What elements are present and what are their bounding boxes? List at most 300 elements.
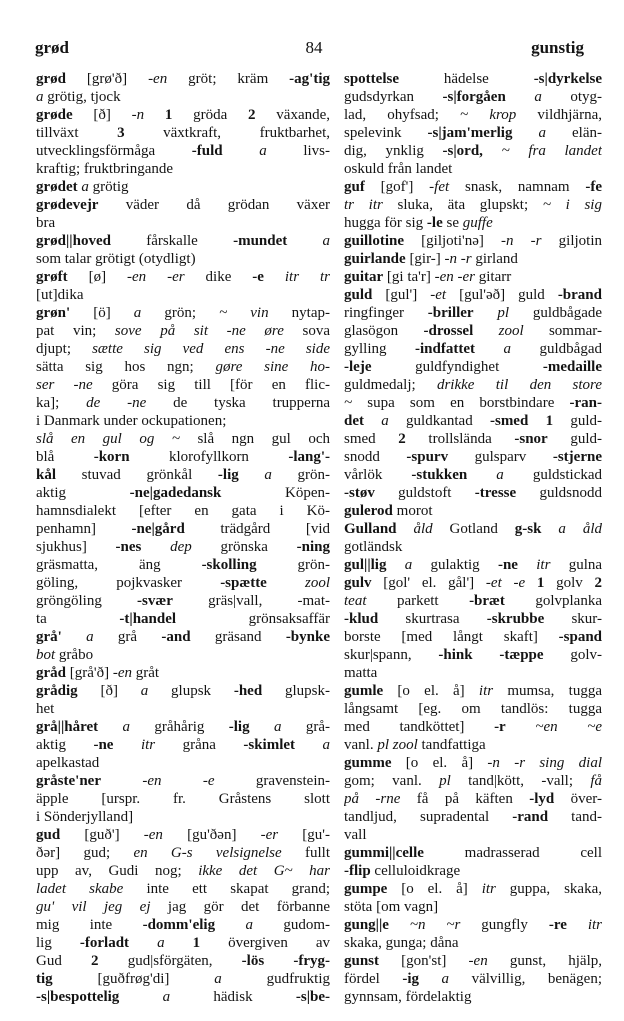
plain-run: grön- (271, 467, 330, 483)
bold-run: Gulland (344, 521, 397, 537)
bold-run: -le (426, 215, 443, 231)
plain-run: gravenstein- (214, 773, 330, 789)
plain-run: gröt; kräm (167, 71, 290, 87)
dictionary-line (36, 538, 330, 556)
italic-run: guffe (462, 215, 493, 231)
plain-run: få på käften (400, 791, 530, 807)
plain-run: grön- (256, 557, 330, 573)
page-number: 84 (305, 38, 323, 57)
plain-run: växande, (255, 107, 330, 123)
plain-run: dike (184, 269, 253, 285)
dictionary-line (344, 178, 602, 196)
plain-run: [gi ta'r] (383, 269, 435, 285)
plain-run: gudfruktig (221, 971, 330, 987)
italic-run: ~en ~e (535, 719, 602, 735)
plain-run: sova (283, 323, 330, 339)
bold-run: -spætte (220, 575, 267, 591)
plain-run (101, 773, 142, 789)
italic-run: a (86, 629, 94, 645)
plain-run: [o el. å] (391, 755, 488, 771)
dictionary-line (344, 556, 602, 574)
dictionary-line (36, 232, 330, 250)
bold-run: -skolling (201, 557, 257, 573)
plain-run: blå (36, 449, 94, 465)
dictionary-line (344, 448, 602, 466)
plain-run: [gof'] (364, 179, 430, 195)
plain-run (541, 521, 558, 537)
bold-run: -lyd (529, 791, 555, 807)
plain-run: [ð] (77, 683, 141, 699)
bold-run: -tæppe (499, 647, 544, 663)
dictionary-line (344, 592, 602, 610)
italic-run: på -rne (344, 791, 401, 807)
plain-run: gom; vanl. (344, 773, 440, 789)
italic-run: drikke til den store (436, 377, 602, 393)
bold-run: -nes (115, 539, 142, 555)
dictionary-line (36, 574, 330, 592)
plain-run: ka]; (36, 395, 87, 411)
plain-run: grönsaksaffär (176, 611, 330, 627)
plain-run: Köpen- (221, 485, 330, 501)
dictionary-line (344, 268, 602, 286)
italic-run: ~ i sig (542, 197, 602, 213)
plain-run: fördel (344, 971, 403, 987)
bold-run: gummi||celle (344, 845, 424, 861)
plain-run: gräsmatta, äng (36, 557, 202, 573)
bold-run: gråste'ner (36, 773, 101, 789)
plain-run: [ð] (72, 107, 132, 123)
dictionary-line (344, 358, 602, 376)
plain-run: golv (544, 575, 595, 591)
plain-run: [gon'st] (379, 953, 469, 969)
bold-run: 1 (192, 935, 201, 951)
plain-run: som talar grötigt (otydligt) (36, 251, 196, 267)
italic-run: ~ fra landet (501, 143, 602, 159)
bold-run: -ne (497, 557, 518, 573)
dictionary-line (36, 412, 330, 430)
dictionary-line (36, 304, 330, 322)
plain-run (506, 89, 535, 105)
dictionary-line (344, 538, 602, 556)
italic-run: itr (481, 881, 496, 897)
plain-run: guldkantad (388, 413, 490, 429)
plain-run (397, 521, 414, 537)
plain-run: gulsparv (448, 449, 553, 465)
dictionary-line (36, 70, 330, 88)
bold-run: guillotine (344, 233, 405, 249)
dictionary-line (36, 610, 330, 628)
italic-run: ~n ~r (409, 917, 461, 933)
plain-run: i Sönderjylland] (36, 809, 134, 825)
plain-run (62, 629, 86, 645)
plain-run: göling, pojkvasker (36, 575, 221, 591)
plain-run: grönska (191, 539, 297, 555)
bold-run: -skimlet (243, 737, 296, 753)
plain-run: skur- (544, 611, 602, 627)
bold-run: guitar (344, 269, 384, 285)
dictionary-line (344, 340, 602, 358)
plain-run: oskuld från landet (344, 161, 453, 177)
dictionary-line (36, 340, 330, 358)
plain-run: sommar- (523, 323, 602, 339)
plain-run: pat vin; (36, 323, 115, 339)
dictionary-line (344, 322, 602, 340)
bold-run: -s|dyrkelse (533, 71, 602, 87)
bold-run: -mundet (233, 233, 288, 249)
italic-run: teat (344, 593, 367, 609)
plain-run: gudsdyrkan (344, 89, 443, 105)
italic-run: itr (536, 557, 551, 573)
plain-run: morot (392, 503, 433, 519)
plain-run: Gud (36, 953, 92, 969)
italic-run: slå en gul og ~ (36, 431, 180, 447)
plain-run: glasögon (344, 323, 424, 339)
plain-run: golvplanka (504, 593, 602, 609)
dictionary-line (344, 682, 602, 700)
dictionary-line (36, 88, 330, 106)
dictionary-line (344, 610, 602, 628)
plain-run: sätta sig hos ngn; (36, 359, 216, 375)
plain-run: göra sig till [för en flic- (92, 377, 330, 393)
plain-run: lad, ohyfsad; (344, 107, 461, 123)
bold-run: -ning (296, 539, 330, 555)
bold-run: -s|jam'merlig (427, 125, 513, 141)
plain-run (473, 323, 498, 339)
dictionary-line (344, 502, 602, 520)
italic-run: a (133, 305, 142, 321)
plain-run: guldbågad (511, 341, 602, 357)
plain-run: guldsnodd (516, 485, 602, 501)
plain-run: fullt (281, 845, 330, 861)
plain-run: i Danmark under ockupationen; (36, 413, 227, 429)
bold-run: grødevejr (36, 197, 99, 213)
dictionary-line (36, 376, 330, 394)
italic-run: a (214, 971, 222, 987)
plain-run (239, 467, 265, 483)
bold-run: -s|forgåen (442, 89, 506, 105)
plain-run: [grå'ð] (66, 665, 113, 681)
bold-run: -r (494, 719, 506, 735)
dictionary-line (344, 214, 602, 232)
plain-run: upp av, Gudi nog; (36, 863, 199, 879)
plain-run: spelevink (344, 125, 428, 141)
plain-run: gräsand (190, 629, 286, 645)
italic-run: tr itr (344, 197, 383, 213)
plain-run: ringfinger (344, 305, 428, 321)
plain-run (264, 953, 293, 969)
italic-run: ~ (344, 395, 353, 411)
plain-run (483, 143, 502, 159)
italic-run: zool (304, 575, 330, 591)
plain-run: gud|sförgäten, (98, 953, 242, 969)
plain-run: glupsk (148, 683, 234, 699)
italic-run: -n -r (444, 251, 472, 267)
plain-run: med tandköttet] (344, 719, 495, 735)
italic-run: -n (131, 107, 145, 123)
plain-run (467, 467, 496, 483)
plain-run: sjukhus] (36, 539, 116, 555)
dictionary-line (344, 790, 602, 808)
dictionary-line (36, 394, 330, 412)
italic-run: -en (112, 665, 133, 681)
bold-run: det (344, 413, 364, 429)
bold-run: -brand (557, 287, 602, 303)
plain-run: mig inte (36, 917, 143, 933)
bold-run: 2 (594, 575, 602, 591)
italic-run: -en -e (142, 773, 215, 789)
italic-run: a (322, 233, 330, 249)
dictionary-line (344, 466, 602, 484)
plain-run: nytap- (268, 305, 330, 321)
dictionary-line (344, 862, 602, 880)
bold-run: -s|be- (295, 989, 330, 1005)
italic-run: sætte sig ved ens -ne side (92, 341, 330, 357)
bold-run: -ne (93, 737, 114, 753)
italic-run: a (496, 467, 504, 483)
bold-run: gud (36, 827, 61, 843)
bold-run: grøft (36, 269, 68, 285)
plain-run: Gotland (432, 521, 515, 537)
plain-run: [guðfrøg'di] (52, 971, 215, 987)
dictionary-line (344, 628, 602, 646)
bold-run: gulerod (344, 503, 393, 519)
dictionary-line (36, 250, 330, 268)
plain-run (474, 305, 498, 321)
plain-run: grå (93, 629, 162, 645)
italic-run: a (538, 125, 546, 141)
bold-run: -stjerne (552, 449, 602, 465)
bold-run: -ne|gård (131, 521, 185, 537)
plain-run: skur|spann, (344, 647, 439, 663)
plain-run: [o el. å] (387, 881, 482, 897)
italic-run: -et -e (485, 575, 526, 591)
dictionary-line (36, 214, 330, 232)
bold-run: 1 (536, 575, 545, 591)
dictionary-line (344, 898, 602, 916)
plain-run: vildhjärna, (516, 107, 602, 123)
bold-run: grøde (36, 107, 73, 123)
running-head-first-word: grød (35, 38, 69, 57)
plain-run: jag gör det förbanne (150, 899, 330, 915)
dictionary-line (36, 142, 330, 160)
dictionary-line (36, 700, 330, 718)
bold-run: 3 (117, 125, 125, 141)
dictionary-line (344, 160, 602, 178)
bold-run: 2 (398, 431, 406, 447)
bold-run: gulv (344, 575, 372, 591)
plain-run (567, 917, 588, 933)
plain-run: [gir-] (405, 251, 445, 267)
plain-run: övergiven av (200, 935, 330, 951)
left-column (36, 70, 330, 1006)
dictionary-line (36, 682, 330, 700)
plain-run: hugga för sig (344, 215, 427, 231)
plain-run: guppa, skaka, (495, 881, 602, 897)
italic-run: a (381, 413, 389, 429)
plain-run: dig, ynklig (344, 143, 443, 159)
plain-run: het (36, 701, 55, 717)
bold-run: grød||hoved (36, 233, 111, 249)
plain-run: gudom- (252, 917, 330, 933)
dictionary-line (36, 520, 330, 538)
dictionary-line (36, 592, 330, 610)
plain-run: utvecklingsförmåga (36, 143, 192, 159)
bold-run: -leje (344, 359, 372, 375)
plain-run: gråbo (55, 647, 94, 663)
bold-run: -domm'elig (142, 917, 216, 933)
bold-run: -klud (344, 611, 379, 627)
bold-run: -tresse (474, 485, 517, 501)
italic-run: a (264, 467, 272, 483)
plain-run: [gul'əð] guld (446, 287, 558, 303)
dictionary-line (36, 484, 330, 502)
bold-run: guf (344, 179, 365, 195)
plain-run: slå ngn gul och (179, 431, 330, 447)
plain-run: gungfly (460, 917, 549, 933)
dictionary-line (344, 196, 602, 214)
bold-run: -lig (228, 719, 250, 735)
bold-run: grødet (36, 179, 78, 195)
plain-run: guldfyndighet (371, 359, 543, 375)
italic-run: a (534, 89, 542, 105)
dictionary-line (344, 142, 602, 160)
plain-run: livs- (266, 143, 330, 159)
italic-run: a (259, 143, 267, 159)
plain-run: gotländsk (344, 539, 403, 555)
plain-run: guldmedalj; (344, 377, 437, 393)
bold-run: -ran- (569, 395, 602, 411)
dictionary-line (344, 250, 602, 268)
bold-run: grå' (36, 629, 62, 645)
dictionary-line (36, 466, 330, 484)
italic-run: -et (430, 287, 447, 303)
plain-run: [o el. å] (383, 683, 479, 699)
bold-run: -forladt (79, 935, 130, 951)
bold-run: grådig (36, 683, 78, 699)
dictionary-line (344, 304, 602, 322)
plain-run: väder då grödan växer (98, 197, 330, 213)
dictionary-line (36, 322, 330, 340)
dictionary-line (36, 736, 330, 754)
plain-run: aktig (36, 737, 94, 753)
running-head-last-word: gunstig (531, 38, 584, 57)
bold-run: -fe (585, 179, 602, 195)
italic-run: a (245, 917, 253, 933)
plain-run: glupsk- (262, 683, 330, 699)
plain-run (287, 233, 322, 249)
dictionary-line (344, 952, 602, 970)
plain-run: djupt; (36, 341, 93, 357)
plain-run: elän- (546, 125, 602, 141)
plain-run: kraftig; fruktbringande (36, 161, 174, 177)
plain-run: gråna (155, 737, 244, 753)
dictionary-line (36, 880, 330, 898)
plain-run: sluka, äta glupskt; (382, 197, 543, 213)
bold-run: -stukken (411, 467, 468, 483)
dictionary-line (36, 826, 330, 844)
italic-run: a (322, 737, 330, 753)
bold-run: gul||lig (344, 557, 387, 573)
bold-run: -fryg- (293, 953, 330, 969)
italic-run: få (590, 773, 602, 789)
plain-run (250, 719, 274, 735)
bold-run: -bræt (469, 593, 505, 609)
dictionary-line (36, 430, 330, 448)
bold-run: -bynke (285, 629, 330, 645)
bold-run: -s|bespottelig (36, 989, 120, 1005)
plain-run: [gu'ðən] (162, 827, 261, 843)
bold-run: 1 (164, 107, 173, 123)
bold-run: -s|ord, (442, 143, 483, 159)
plain-run (98, 719, 122, 735)
bold-run: -smed 1 (489, 413, 554, 429)
plain-run: golv- (543, 647, 602, 663)
italic-run: en G-s velsignelse (133, 845, 282, 861)
dictionary-line (36, 106, 330, 124)
dictionary-line (36, 556, 330, 574)
plain-run: parkett (366, 593, 470, 609)
dictionary-line (36, 898, 330, 916)
dictionary-line (344, 232, 602, 250)
dictionary-line (36, 628, 330, 646)
plain-run: hädelse (399, 71, 534, 87)
plain-run (512, 125, 538, 141)
dictionary-line (36, 358, 330, 376)
dictionary-line (344, 988, 602, 1006)
italic-run: -er (260, 827, 279, 843)
bold-run: gunst (344, 953, 380, 969)
italic-run: de -ne (86, 395, 147, 411)
dictionary-line (36, 862, 330, 880)
dictionary-line (344, 700, 602, 718)
dictionary-line (36, 646, 330, 664)
bold-run: -spurv (406, 449, 449, 465)
plain-run: girland (471, 251, 518, 267)
italic-run: -en (143, 827, 163, 843)
bold-run: -indfattet (415, 341, 476, 357)
plain-run: celluloidkrage (370, 863, 461, 879)
plain-run: gulna (550, 557, 602, 573)
bold-run: -ne|gadedansk (129, 485, 222, 501)
plain-run (525, 575, 537, 591)
plain-run (389, 917, 410, 933)
bold-run: grå||håret (36, 719, 99, 735)
dictionary-line (36, 502, 330, 520)
dictionary-line (344, 934, 602, 952)
italic-run: gøre sine ho- (215, 359, 330, 375)
plain-run: [ö] (70, 305, 134, 321)
plain-run: lig (36, 935, 80, 951)
plain-run: gulaktig (412, 557, 498, 573)
bold-run: -ig (402, 971, 420, 987)
bold-run: spottelse (344, 71, 399, 87)
plain-run: gråhårig (130, 719, 229, 735)
plain-run: guldstickad (503, 467, 602, 483)
italic-run: dep (170, 539, 192, 555)
dictionary-line (344, 718, 602, 736)
dictionary-line (36, 808, 330, 826)
plain-run: långsamt [eg. om tandlös: tugga (344, 701, 602, 717)
italic-run: zool (498, 323, 524, 339)
bold-run: -hed (233, 683, 263, 699)
plain-run: gräs|vall, -mat- (172, 593, 330, 609)
bold-run: -spand (558, 629, 602, 645)
plain-run: guldstoft (374, 485, 475, 501)
italic-run: -n -r sing dial (487, 755, 602, 771)
dictionary-line (344, 70, 602, 88)
plain-run: guld- (553, 413, 602, 429)
bold-run: guld (344, 287, 373, 303)
